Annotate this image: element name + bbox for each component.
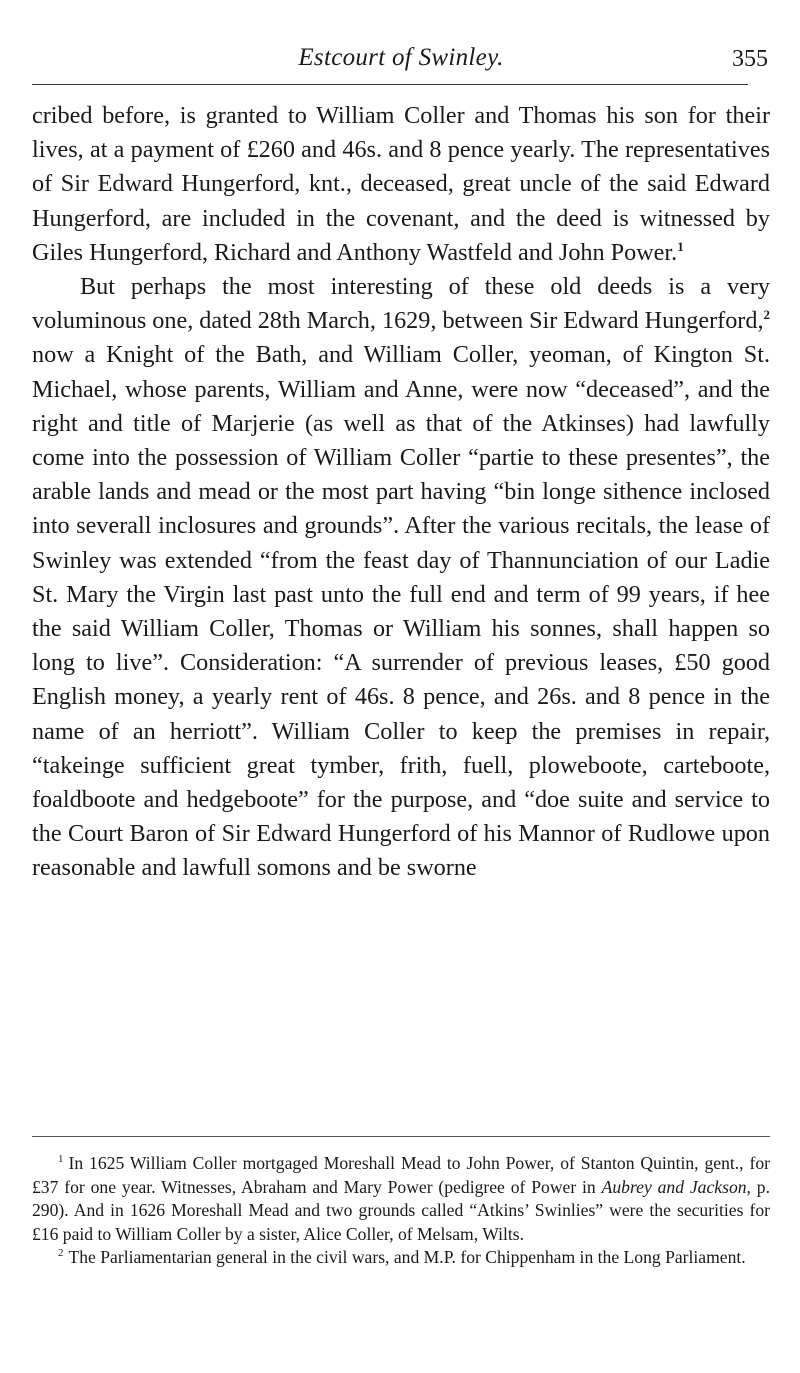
footnote-ref-2: 2	[763, 307, 771, 323]
footnote-1-mark: 1	[58, 1153, 64, 1165]
footnote-2-text: The Parliamentarian general in the civil wars, and M.P. for Chippenham in the Long Parliament.	[68, 1247, 746, 1267]
book-page	[32, 40, 771, 1267]
header-rule	[32, 84, 748, 85]
page-header	[32, 40, 770, 84]
paragraph-2-text-b: now a Knight of the Bath, and William Coller, yeoman, of Kington St. Michael, whose parents, William and Anne, were now “deceased”, and the right and title of Marjerie (as well as that of the Atkinses) had lawfully come into the possession of William Coller “partie to these presentes”, the arable lands and mead or the most part having “bin longe sithence inclosed into severall inclosures and grounds”. After the various recitals, the lease of Swinley was extended “from the feast day of Thannunciation of our Ladie St. Mary the Virgin last past unto the full end and term of 99 years, if hee the said William Coller, Thomas or William his sonnes, shall happen so long to live”. Consideration: “A surrender of previous leases, £50 good English money, a yearly rent of 46s. 8 pence, and 26s. and 8 pence in the name of an herriott”. William Coller to keep the premises in repair, “takeinge sufficient great tymber, frith, fuell, ploweboote, carteboote, foaldboote and hedgeboote” for the purpose, and “doe suite and service to the Court Baron of Sir Edward Hungerford of his Mannor of Rudlowe upon reasonable and lawfull somons and be sworne	[32, 341, 770, 882]
body-text	[32, 99, 770, 886]
paragraph-2	[32, 270, 770, 886]
footnote-2	[32, 1246, 770, 1270]
footnote-1-text-b: , p. 290). And in 1626 Moreshall Mead and two grounds called “Atkins’ Swinlies” were the securities for £16 paid to William Coller by a sister, Alice Coller, of Melsam, Wilts.	[32, 1176, 771, 1244]
footnote-1-text-a: In 1625 William Coller mortgaged Moreshall Mead to John Power, of Stanton Quintin, gent., for £37 for one year. Witnesses, Abraham and Mary Power (pedigree of Power in	[32, 1153, 770, 1197]
footnote-rule	[32, 1136, 770, 1137]
paragraph-2-text-a: But perhaps the most interesting of these old deeds is a very voluminous one, dated 28th March, 1629, between Sir Edward Hungerford,	[32, 273, 770, 335]
running-title: Estcourt of Swinley.	[298, 44, 504, 71]
paragraph-1	[32, 99, 770, 270]
footnote-1-citation: Aubrey and Jackson	[601, 1176, 747, 1197]
footnote-1	[32, 1152, 770, 1246]
page-number: 355	[732, 46, 768, 72]
footnote-2-mark: 2	[58, 1247, 64, 1259]
footnote-ref-1: 1	[677, 238, 684, 254]
paragraph-1-text: cribed before, is granted to William Coller and Thomas his son for their lives, at a payment of £260 and 46s. and 8 pence yearly. The representatives of Sir Edward Hungerford, knt., deceased, great uncle of the said Edward Hungerford, are included in the covenant, and the deed is witnessed by Giles Hungerford, Richard and Anthony Wastfeld and John Power.	[32, 102, 770, 266]
footnotes	[32, 1152, 770, 1270]
